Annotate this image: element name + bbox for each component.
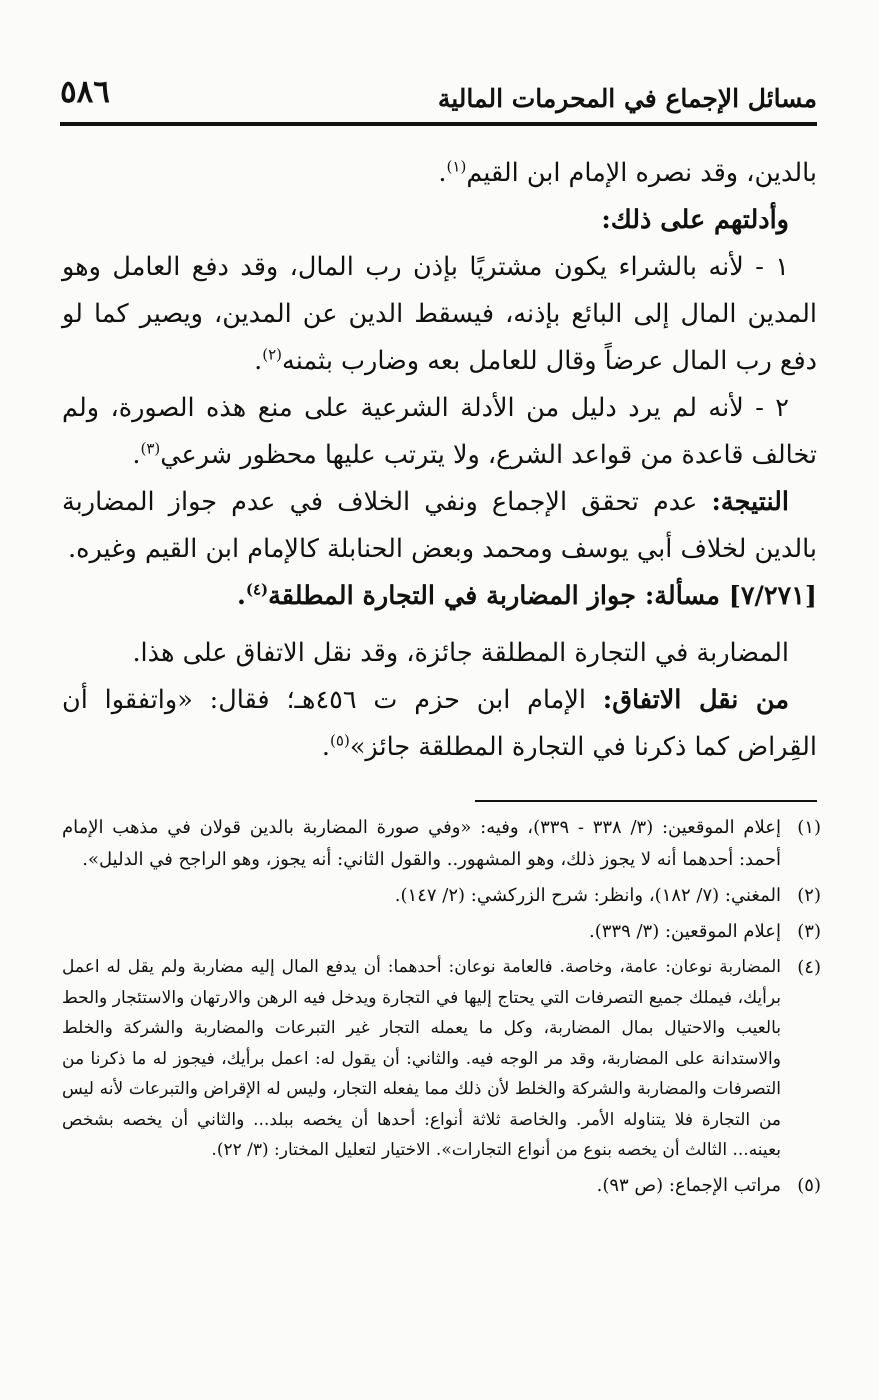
issue-statement: المضاربة في التجارة المطلقة جائزة، وقد نقل الاتفاق على هذا. [132, 638, 789, 668]
evidence-heading: وأدلتهم على ذلك: [601, 205, 789, 235]
footnote-number: (٣) [797, 921, 821, 942]
footnote-text: إعلام الموقعين: (٣/ ٣٣٩). [588, 921, 781, 942]
page-number: ٥٨٦ [60, 74, 110, 110]
footnote-4 [62, 952, 821, 1166]
paragraph-continuation: بالدين، وقد نصره الإمام ابن القيم$^{(١)}$. [438, 157, 817, 188]
consensus-label: من نقل الاتفاق: [602, 685, 789, 715]
footnote-number: (٥) [797, 1174, 821, 1196]
footnote-1 [62, 812, 821, 876]
running-title: مسائل الإجماع في المحرمات المالية [437, 84, 817, 113]
footnote-number: (٤) [797, 957, 821, 978]
footnote-3 [62, 916, 821, 948]
footnote-number: (٢) [797, 885, 821, 906]
footnote-ref-5[interactable]: (٥) [330, 731, 350, 750]
issue-title: [٧/٢٧١] مسألة: جواز المضاربة في التجارة المطلقة$^{(٤)}$. [236, 580, 817, 611]
footnote-text: إعلام الموقعين: (٣/ ٣٣٨ - ٣٣٩)، وفيه: «وفي صورة المضاربة بالدين قولان في مذهب الإمام أحمد: أحدهما أنه لا يجوز ذلك، وهو المشهور.. والقول الثاني: أنه يجوز، وهو الراجح في الدليل». [62, 817, 781, 870]
footnote-text: المضاربة نوعان: عامة، وخاصة. فالعامة نوعان: أحدهما: أن يدفع المال إليه مضاربة ولم يقل له اعمل برأيك، فيملك جميع التصرفات التي يحتاج إليها في التجارة ويدخل فيه الرهن والارتهان والاستئجار والحط بالعيب والاحتيال بمال المضاربة، وكل ما يعمله التجار غير التبرعات والمضاربة والشركة والخلط والاستدانة على المضاربة، وقد مر الوجه فيه. والثاني: أن يقول له: اعمل برأيك، فيجوز له ما ذكرنا من التصرفات والمضاربة والشركة والخلط لأن ذلك مما يفعله التجار، وليس له الإقراض والتبرعات لأنه ليس من التجارة فلا يتناوله الأمر. والخاصة ثلاثة أنواع: أحدها أن يخصه ببلد... والثاني أن يخصه بشخص بعينه... الثالث أن يخصه بنوع من أنواع التجارات». الاختيار لتعليل المختار: (٣/ ٢٢). [62, 957, 781, 1160]
footnote-5 [62, 1170, 821, 1202]
footnote-text: المغني: (٧/ ١٨٢)، وانظر: شرح الزركشي: (٢/ ١٤٧). [394, 885, 781, 906]
evidence-item-1: ١ - لأنه بالشراء يكون مشتريًا بإذن رب المال، وقد دفع العامل وهو المدين المال إلى البائع بإذنه، فيسقط الدين عن المدين، ويصير كما لو دفع رب المال عرضاً وقال للعامل بعه وضارب بثمنه$^{(٢)}$. [62, 252, 817, 376]
footnote-number: (١) [797, 817, 821, 838]
footnote-2 [62, 880, 821, 912]
footnote-text: مراتب الإجماع: (ص ٩٣). [596, 1174, 781, 1196]
footnote-separator [475, 800, 817, 802]
footnote-ref-4[interactable]: (٤) [245, 580, 269, 599]
result-label: النتيجة: [711, 487, 789, 517]
page-header [60, 72, 817, 126]
footnote-ref-1[interactable]: (١) [446, 157, 467, 176]
evidence-item-2: ٢ - لأنه لم يرد دليل من الأدلة الشرعية على منع هذه الصورة، ولم تخالف قاعدة من قواعد الشرع، ولا يترتب عليها محظور شرعي$^{(٣)}$. [62, 393, 817, 470]
consensus-transmission: من نقل الاتفاق: الإمام ابن حزم ت ٤٥٦هـ؛ فقال: «واتفقوا أن القِراض كما ذكرنا في التجارة المطلقة جائز»$^{(٥)}$. [62, 685, 817, 762]
result-paragraph: النتيجة: عدم تحقق الإجماع ونفي الخلاف في عدم جواز المضاربة بالدين لخلاف أبي يوسف ومحمد وبعض الحنابلة كالإمام ابن القيم وغيره. [62, 487, 817, 564]
footnote-ref-3[interactable]: (٣) [140, 439, 161, 458]
main-text [62, 150, 817, 771]
footnote-ref-2[interactable]: (٢) [262, 345, 283, 364]
footnotes [62, 812, 821, 1206]
